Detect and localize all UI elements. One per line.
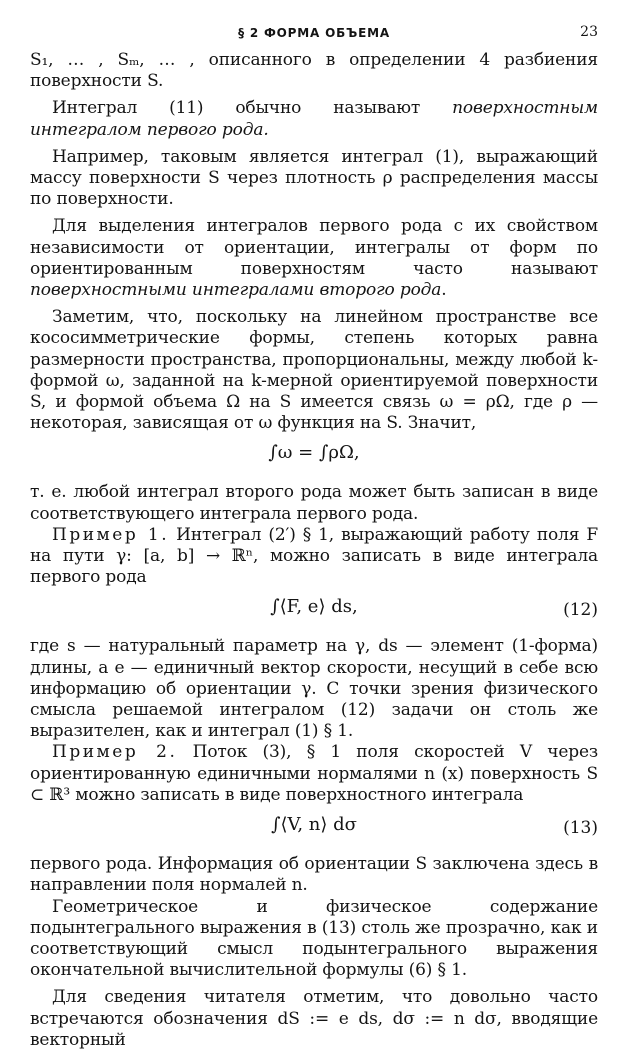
formula-1-body: ∫ω = ∫ρΩ, (268, 442, 360, 464)
example-2-text: Поток (3), § 1 поля скоростей V через ориентированную единичными нормалями n (x) поверхность S ⊂ ℝ³ можно записать в виде поверхностного интеграла (30, 742, 599, 805)
paragraph-2-text: Интеграл (11) обычно называют (52, 98, 453, 119)
example-2 (30, 742, 598, 806)
formula-3-number: (13) (563, 818, 598, 839)
term-surface-integral-first-kind: поверхностным интегралом первого рода. (30, 98, 598, 140)
page-header (30, 22, 598, 50)
formula-2 (30, 588, 598, 636)
formula-2-number: (12) (563, 600, 598, 621)
paragraph-5: Заметим, что, поскольку на линейном пространстве все кососимметрические формы, степень которых равна размерности пространства, пропорциональны, между любой k-формой ω, заданной на k-мерной ориентируемой поверхности S, и формой объема Ω на S имеется связь ω = ρΩ, где ρ — некоторая, зависящая от ω функция на S. Значит, (30, 307, 598, 434)
page-number: 23 (580, 24, 598, 40)
term-surface-integral-second-kind: поверхностными интегралами второго рода (30, 280, 442, 301)
example-1 (30, 525, 598, 589)
paragraph-4-end: . (441, 280, 447, 301)
example-2-label: Пример 2. (52, 742, 178, 763)
paragraph-9: Геометрическое и физическое содержание подынтегрального выражения в (13) столь же прозрачно, как и соответствующий смысл подынтегрального выражения окончательной вычислительной формулы (6) § 1. (30, 896, 598, 981)
formula-3-body: ∫⟨V, n⟩ dσ (271, 814, 357, 836)
paragraph-8: первого рода. Информация об ориентации S заключена здесь в направлении поля нормалей n. (30, 854, 598, 896)
paragraph-3: Например, таковым является интеграл (1), выражающий массу поверхности S через плотность ρ распределения массы по поверхности. (30, 146, 598, 210)
example-1-text: Интеграл (2′) § 1, выражающий работу поля F на пути γ: [a, b] → ℝⁿ, можно записать в виде интеграла первого рода (30, 524, 599, 588)
formula-1 (30, 434, 598, 482)
paragraph-10: Для сведения читателя отметим, что довольно часто встречаются обозначения dS := e ds, dσ := n dσ, вводящие векторный (30, 987, 598, 1050)
book-page (30, 22, 598, 1051)
paragraph-6: т. е. любой интеграл второго рода может быть записан в виде соответствующего интеграла первого рода. (30, 482, 598, 524)
paragraph-2 (30, 98, 598, 140)
example-1-label: Пример 1. (52, 524, 170, 545)
running-head: § 2 ФОРМА ОБЪЕМА (238, 26, 390, 40)
paragraph-1: S₁, … , Sₘ, … , описанного в определении 4 разбиения поверхности S. (30, 50, 598, 92)
paragraph-4-text: Для выделения интегралов первого рода с их свойством независимости от ориентации, интегралы от форм по ориентированным поверхностям часто называют (30, 216, 598, 279)
formula-3 (30, 806, 598, 854)
paragraph-7: где s — натуральный параметр на γ, ds — элемент (1-форма) длины, a e — единичный вектор скорости, несущий в себе всю информацию об ориентации γ. С точки зрения физического смысла решаемой интегралом (12) задачи он столь же выразителен, как и интеграл (1) § 1. (30, 636, 598, 742)
formula-2-body: ∫⟨F, e⟩ ds, (270, 596, 358, 618)
paragraph-4 (30, 216, 598, 301)
